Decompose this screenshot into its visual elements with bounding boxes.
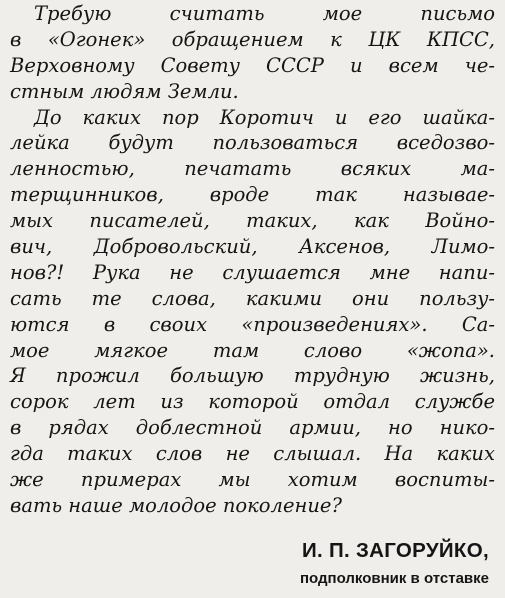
signature-block <box>300 538 489 590</box>
letter-line: лейка будут пользоваться вседозво- <box>10 131 495 155</box>
letter-line: сать те слова, какими они пользу- <box>10 286 495 310</box>
letter-line: вич, Добровольский, Аксенов, Лимо- <box>10 235 495 259</box>
letter-line: ются в своих «произведениях». Са- <box>10 312 495 336</box>
letter-line: мых писателей, таких, как Войно- <box>10 209 495 233</box>
letter-line: Требую считать мое письмо <box>34 2 495 25</box>
letter-line: гда таких слов не слышал. На каких <box>10 442 495 466</box>
letter-line: в рядах доблестной армии, но нико- <box>10 416 495 440</box>
letter-line: сорок лет из которой отдал службе <box>10 390 495 414</box>
letter-line: мое мягкое там слово «жопа». <box>10 338 495 362</box>
letter-line: До каких пор Коротич и его шайка- <box>34 105 495 129</box>
letter-line: терщинников, вроде так называе- <box>10 183 495 207</box>
letter-line: нов?! Рука не слушается мне напи- <box>10 260 495 284</box>
letter-line: стным людям Земли. <box>10 79 239 103</box>
letter-line: Я прожил большую трудную жизнь, <box>10 364 495 388</box>
letter-line: же примерах мы хотим воспиты- <box>10 468 495 492</box>
author-rank: подполковник в отставке <box>299 570 489 587</box>
letter-line: в «Огонек» обращением к ЦК КПСС, <box>10 27 495 51</box>
letter-line: ленностью, печатать всяких ма- <box>10 157 495 181</box>
letter-line: Верховному Совету СССР и всем че- <box>10 53 495 77</box>
letter-body <box>10 1 495 519</box>
author-name: И. П. ЗАГОРУЙКО, <box>301 539 489 562</box>
letter-line: вать наше молодое поколение? <box>10 493 342 517</box>
